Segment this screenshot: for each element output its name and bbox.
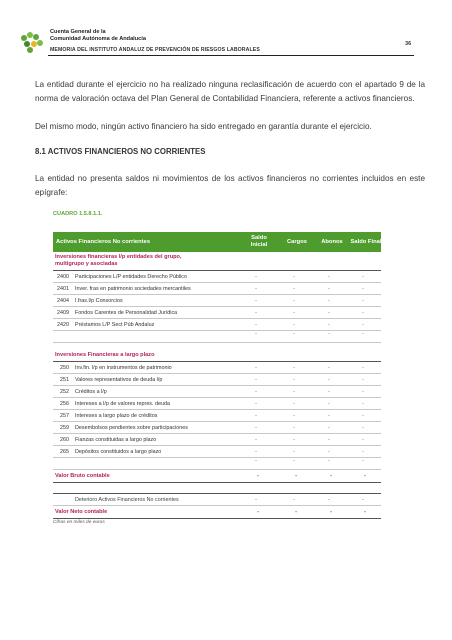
cell-f: - bbox=[362, 309, 364, 316]
cell-f: - bbox=[362, 424, 364, 431]
cell-a: - bbox=[328, 424, 330, 431]
cell-code: 256 bbox=[60, 400, 69, 407]
cell-c: - bbox=[293, 448, 295, 455]
valor-bruto-row: Valor Bruto contable - - - - bbox=[53, 470, 381, 483]
cell-a: - bbox=[328, 297, 330, 304]
cell-desc: Intereses a l/p de valores repres. deuda bbox=[75, 400, 170, 407]
cell-s: - bbox=[255, 412, 257, 419]
group-title: Inversiones Financieras a largo plazo bbox=[53, 351, 381, 362]
paragraph-reclassification: La entidad durante el ejercicio no ha realizado ninguna reclasificación de acuerdo con el apartado 9 de la norma de valoración octava del Plan General de Contabilidad Financiera, referente a activos financieros. bbox=[35, 80, 425, 103]
cell-code: 2404 bbox=[57, 297, 69, 304]
cell-c: - bbox=[293, 364, 295, 371]
cell-s: - bbox=[255, 436, 257, 443]
table-row bbox=[53, 271, 381, 283]
cell-desc: Préstamos L/P Sect Púb Andaluz bbox=[75, 321, 155, 328]
cell-c: - bbox=[293, 400, 295, 407]
cell-c: - bbox=[293, 273, 295, 280]
paragraph-no-balances: La entidad no presenta saldos ni movimientos de los activos financieros no corrientes incluidos en este epígrafe: bbox=[35, 174, 425, 197]
cell-desc: Fianzas constituidas a largo plazo bbox=[75, 436, 157, 443]
financial-assets-table bbox=[53, 232, 381, 519]
cell-code: 260 bbox=[60, 436, 69, 443]
cell-desc: Participaciones L/P entidades Derecho Público bbox=[75, 273, 187, 280]
cell-desc: Inv.fin. l/p en instrumentos de patrimonio bbox=[75, 364, 172, 371]
cell-s: - bbox=[255, 376, 257, 383]
cell-a: - bbox=[328, 388, 330, 395]
table-row bbox=[53, 319, 381, 331]
table-row bbox=[53, 362, 381, 374]
cell-code: 2409 bbox=[57, 309, 69, 316]
cell-s: - bbox=[255, 400, 257, 407]
cell-s: - bbox=[255, 321, 257, 328]
table-header bbox=[53, 232, 381, 252]
cell-desc: Valores representativos de deuda l/p bbox=[75, 376, 163, 383]
table-row bbox=[53, 410, 381, 422]
cell-f: - bbox=[362, 285, 364, 292]
table-row bbox=[53, 446, 381, 458]
cell-code: 251 bbox=[60, 376, 69, 383]
cell-f: - bbox=[362, 448, 364, 455]
cell-s: - bbox=[255, 364, 257, 371]
cell-c: - bbox=[293, 424, 295, 431]
table-row bbox=[53, 422, 381, 434]
table-row bbox=[53, 434, 381, 446]
cell-f: - bbox=[362, 412, 364, 419]
cell-code: 2420 bbox=[57, 321, 69, 328]
cell-a: - bbox=[328, 309, 330, 316]
cell-f: - bbox=[362, 436, 364, 443]
col-name-header: Activos Financieros No corrientes bbox=[56, 239, 151, 245]
valor-neto-row: Valor Neto contable - - - - bbox=[53, 506, 381, 519]
cell-c: - bbox=[293, 388, 295, 395]
cell-desc: Inver. fras en patrimonio sociedades mercantiles bbox=[75, 285, 191, 292]
cell-c: - bbox=[293, 376, 295, 383]
cell-code: 257 bbox=[60, 412, 69, 419]
paragraph-guarantee: Del mismo modo, ningún activo financiero ha sido entregado en garantía durante el ejercicio. bbox=[35, 122, 372, 131]
table-row bbox=[53, 398, 381, 410]
cell-a: - bbox=[328, 412, 330, 419]
cell-c: - bbox=[293, 412, 295, 419]
cell-s: - bbox=[255, 448, 257, 455]
cell-c: - bbox=[293, 285, 295, 292]
cell-code: 259 bbox=[60, 424, 69, 431]
cell-c: - bbox=[293, 297, 295, 304]
cell-a: - bbox=[328, 436, 330, 443]
cell-f: - bbox=[362, 297, 364, 304]
cell-s: - bbox=[255, 424, 257, 431]
deterioro-row: Deterioro Activos Financieros No corrientes - - - - bbox=[53, 494, 381, 506]
cell-f: - bbox=[362, 388, 364, 395]
cell-desc: Intereses a largo plazo de créditos bbox=[75, 412, 158, 419]
page-number: 36 bbox=[405, 41, 412, 47]
cell-s: - bbox=[255, 273, 257, 280]
cell-a: - bbox=[328, 376, 330, 383]
cell-desc: Fondos Carentes de Personalidad Jurídica bbox=[75, 309, 178, 316]
units-note: Cifras en miles de euros bbox=[53, 520, 105, 525]
cell-a: - bbox=[328, 273, 330, 280]
cell-f: - bbox=[362, 321, 364, 328]
table-row bbox=[53, 283, 381, 295]
header-divider bbox=[48, 55, 414, 56]
cell-f: - bbox=[362, 400, 364, 407]
cell-code: 250 bbox=[60, 364, 69, 371]
cell-f: - bbox=[362, 273, 364, 280]
col-cargos-header: Cargos bbox=[287, 238, 307, 245]
cell-c: - bbox=[293, 436, 295, 443]
andalucia-logo-icon bbox=[18, 30, 46, 54]
cell-a: - bbox=[328, 321, 330, 328]
table-caption: CUADRO 1.5.8.1.1. bbox=[53, 211, 103, 217]
table-row bbox=[53, 295, 381, 307]
group-title: Inversiones financieras l/p entidades del grupo, multigrupo y asociadas bbox=[53, 252, 381, 271]
cell-f: - bbox=[362, 364, 364, 371]
cell-code: 2400 bbox=[57, 273, 69, 280]
table-row bbox=[53, 386, 381, 398]
cell-code: 2401 bbox=[57, 285, 69, 292]
cell-a: - bbox=[328, 285, 330, 292]
cell-a: - bbox=[328, 364, 330, 371]
table-row bbox=[53, 307, 381, 319]
col-saldo-inicial-header: Saldo Inicial bbox=[250, 235, 268, 248]
subtotal-row: - - - - bbox=[53, 458, 381, 470]
cell-desc: Desembolsos pendientes sobre participaciones bbox=[75, 424, 188, 431]
table-row bbox=[53, 374, 381, 386]
section-title: 8.1 ACTIVOS FINANCIEROS NO CORRIENTES bbox=[35, 147, 206, 156]
cell-c: - bbox=[293, 321, 295, 328]
cell-desc: Depósitos constituidos a largo plazo bbox=[75, 448, 162, 455]
subtotal-row: - - - - bbox=[53, 331, 381, 343]
cell-c: - bbox=[293, 309, 295, 316]
cell-s: - bbox=[255, 297, 257, 304]
cell-s: - bbox=[255, 388, 257, 395]
cell-code: 265 bbox=[60, 448, 69, 455]
cell-desc: I.fras.l/p Consorcios bbox=[75, 297, 123, 304]
cell-s: - bbox=[255, 285, 257, 292]
cell-code: 252 bbox=[60, 388, 69, 395]
col-saldo-final-header: Saldo Final bbox=[350, 238, 382, 245]
cell-a: - bbox=[328, 400, 330, 407]
organization-name: Cuenta General de la Comunidad Autónoma de Andalucía bbox=[50, 29, 146, 42]
cell-a: - bbox=[328, 448, 330, 455]
document-title: MEMORIA DEL INSTITUTO ANDALUZ DE PREVENCIÓN DE RIESGOS LABORALES bbox=[50, 47, 260, 53]
cell-f: - bbox=[362, 376, 364, 383]
col-abonos-header: Abonos bbox=[321, 238, 343, 245]
spacer-row bbox=[53, 483, 381, 494]
cell-s: - bbox=[255, 309, 257, 316]
cell-desc: Créditos a l/p bbox=[75, 388, 107, 395]
